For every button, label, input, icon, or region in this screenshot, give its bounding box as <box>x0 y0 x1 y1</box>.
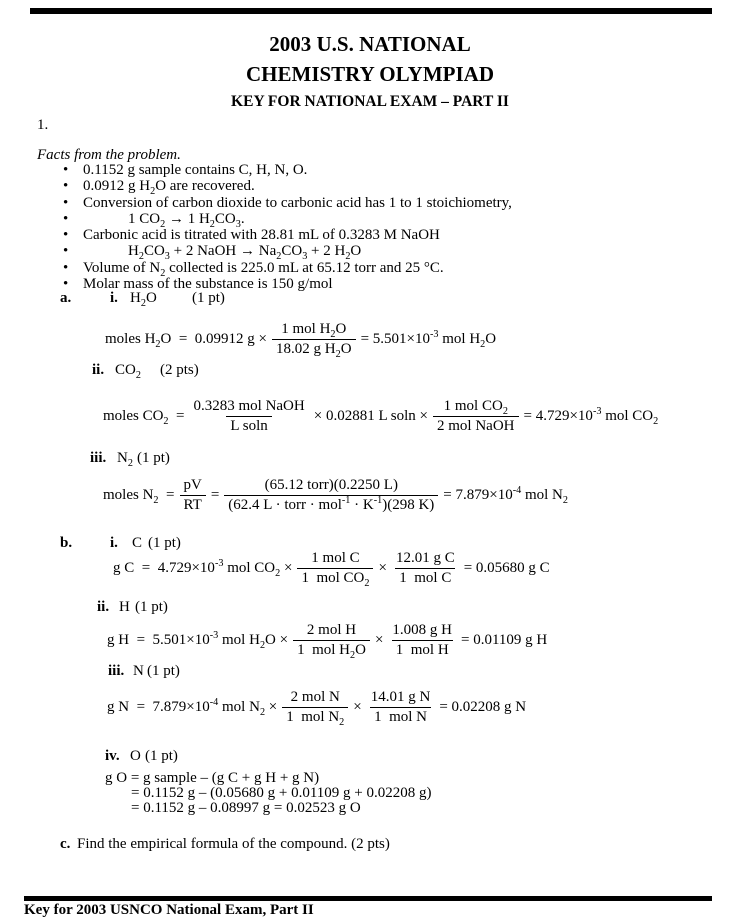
fraction-numerator: 1 mol $H_2O$ <box>281 321 347 340</box>
bullet-icon: • <box>63 243 69 260</box>
equation-mid: × <box>353 699 362 715</box>
part-b-label: b. <box>60 535 73 551</box>
grams-o-line: g O = g sample – (g C + g H + g N) <box>105 770 320 786</box>
fact-item <box>60 162 720 178</box>
fraction-denominator: RT <box>180 495 206 514</box>
fraction-numerator: (65.12 torr)(0.2250 L) <box>264 477 398 493</box>
fact-text: Carbonic acid is titrated with 28.81 mL of 0.3283 M NaOH <box>83 227 440 244</box>
fraction <box>392 550 459 587</box>
fraction-denominator: 2 mol NaOH <box>433 416 519 435</box>
equation-result: = $5.501\times 10^{-3}$ mol $H_2O$ <box>360 329 497 350</box>
fraction-numerator: pV <box>183 477 202 493</box>
page-title-line1: 2003 U.S. NATIONAL <box>269 32 471 56</box>
equation-result: = 0.05680 g C <box>463 560 550 576</box>
fact-text: 0.1152 g sample contains C, H, N, O. <box>83 162 308 178</box>
fact-text: 0.0912 g $H_2O$ are recovered. <box>83 178 255 198</box>
item-title: $N_2$ <box>117 450 133 469</box>
fraction <box>293 622 370 659</box>
fact-text: 1 $CO_2 \to 1$ $H_2CO_3$. <box>128 210 245 230</box>
fraction <box>224 477 438 514</box>
item-title: N <box>133 663 144 679</box>
fraction-denominator: 1 mol $CO_2$ <box>297 568 373 587</box>
equation-mid: = <box>210 487 220 503</box>
equation-lhs: moles $CO_2$ = <box>103 408 185 427</box>
item-title: C <box>132 535 143 551</box>
page-subtitle: KEY FOR NATIONAL EXAM – PART II <box>231 93 509 110</box>
bullet-icon: • <box>63 227 69 244</box>
fraction-denominator: (62.4 L · torr · $mol^{-1} \cdot K^{-1})(298$ K) <box>224 495 438 514</box>
fact-item <box>60 178 720 198</box>
item-points: (1 pt) <box>135 599 168 615</box>
fact-text: Molar mass of the substance is 150 g/mol <box>83 276 333 293</box>
bullet-icon: • <box>63 178 69 195</box>
fraction-denominator: L soln <box>226 416 271 435</box>
grams-o-line: = 0.1152 g – 0.08997 g = 0.02523 g O <box>131 800 361 816</box>
fraction-numerator: 2 mol N <box>290 689 340 705</box>
fact-item <box>60 210 720 230</box>
footer-rule <box>24 896 712 901</box>
bullet-icon: • <box>63 276 69 293</box>
part-c-label: c. <box>60 836 71 852</box>
problem-number: 1. <box>37 117 49 133</box>
fraction <box>189 398 308 435</box>
item-points: (1 pt) <box>147 663 180 679</box>
part-a-item-ii-heading <box>0 362 740 381</box>
fraction <box>179 477 205 514</box>
fraction-numerator: 1.008 g H <box>392 622 452 638</box>
page-title-line2: CHEMISTRY OLYMPIAD <box>246 62 494 86</box>
item-points: (1 pt) <box>148 535 181 551</box>
fact-item <box>60 195 720 211</box>
grams-o-line: = 0.1152 g – (0.05680 g + 0.01109 g + 0.02208 g) <box>131 785 432 801</box>
part-c-text: Find the empirical formula of the compound. (2 pts) <box>77 836 390 852</box>
item-title: H <box>119 599 130 615</box>
item-title: $H_2O$ <box>130 290 157 309</box>
fraction <box>282 689 348 726</box>
fact-text: $H_2CO_3 + 2$ NaOH → $Na_2CO_3 + 2$ $H_2O$ <box>128 243 362 263</box>
item-roman: iii. <box>90 450 107 466</box>
part-a-item-iii-heading <box>0 450 740 469</box>
item-roman: ii. <box>97 599 110 615</box>
equation-mid: × <box>378 560 387 576</box>
equation-grams-h <box>107 622 547 659</box>
part-c-heading <box>0 836 740 855</box>
bullet-icon: • <box>63 194 69 211</box>
item-roman: i. <box>110 535 118 551</box>
facts-list <box>60 162 720 292</box>
fact-item <box>60 259 720 279</box>
fact-text: Volume of $N_2$ collected is 225.0 mL at 65.12 torr and 25 °C. <box>83 259 444 279</box>
item-points: (1 pt) <box>192 290 225 306</box>
item-roman: iii. <box>108 663 125 679</box>
fraction-numerator: 1 mol $CO_2$ <box>443 398 508 417</box>
bullet-icon: • <box>63 259 69 276</box>
fact-text: Conversion of carbon dioxide to carbonic acid has 1 to 1 stoichiometry, <box>83 194 512 211</box>
facts-heading: Facts from the problem. <box>37 147 181 163</box>
part-a-item-i-heading <box>0 290 740 309</box>
fraction <box>367 689 435 726</box>
item-roman: iv. <box>105 748 120 764</box>
equation-grams-c <box>113 550 550 587</box>
part-a-label: a. <box>60 290 72 306</box>
fraction-denominator: 1 mol N <box>370 707 431 726</box>
part-b-item-iv-heading <box>0 748 740 767</box>
part-b-item-iii-heading <box>0 663 740 682</box>
bullet-icon: • <box>63 210 69 227</box>
fraction <box>297 550 373 587</box>
header-rule <box>30 8 712 14</box>
fraction-denominator: 18.02 g $H_2O$ <box>272 339 356 358</box>
fraction <box>388 622 456 659</box>
fraction-denominator: 1 mol $N_2$ <box>282 707 348 726</box>
fraction-denominator: 1 mol H <box>392 640 453 659</box>
equation-grams-n <box>107 689 526 726</box>
equation-moles-n2 <box>103 477 568 514</box>
fraction-denominator: 1 mol $H_2O$ <box>293 640 370 659</box>
bullet-icon: • <box>63 162 69 178</box>
item-title: O <box>130 748 141 764</box>
equation-lhs: moles $N_2$ = <box>103 487 175 506</box>
fraction-numerator: 0.3283 mol NaOH <box>193 398 305 414</box>
fraction-numerator: 2 mol H <box>306 622 357 638</box>
equation-lhs: g $H = 5.501\times 10^{-3}$ mol $H_2O$ × <box>107 630 289 651</box>
item-roman: ii. <box>92 362 105 378</box>
fraction <box>272 321 356 358</box>
item-points: (2 pts) <box>160 362 199 378</box>
fraction <box>433 398 519 435</box>
equation-moles-co2 <box>103 398 658 435</box>
equation-result: = $4.729\times 10^{-3}$ mol $CO_2$ <box>523 406 659 427</box>
equation-result: = 0.02208 g N <box>439 699 527 715</box>
fact-item <box>60 227 720 243</box>
fact-item <box>60 243 720 263</box>
item-title: $CO_2$ <box>115 362 141 381</box>
item-points: (1 pt) <box>137 450 170 466</box>
equation-moles-h2o <box>105 321 496 358</box>
equation-mid: × <box>374 632 384 648</box>
fraction-numerator: 1 mol C <box>311 550 360 566</box>
fraction-numerator: 12.01 g C <box>395 550 455 566</box>
footer-text: Key for 2003 USNCO National Exam, Part II <box>24 902 314 918</box>
equation-result: = $7.879\times 10^{-4}$ mol $N_2$ <box>443 485 568 506</box>
fraction-numerator: 14.01 g N <box>370 689 431 705</box>
equation-mid: × 0.02881 L soln × <box>313 408 429 424</box>
equation-result: = 0.01109 g H <box>461 632 548 648</box>
equation-lhs: moles $H_2O = 0.09912$ g × <box>105 331 268 350</box>
equation-lhs: g $N = 7.879\times 10^{-4}$ mol $N_2$ × <box>107 697 278 718</box>
item-points: (1 pt) <box>145 748 178 764</box>
equation-lhs: g $C = 4.729\times 10^{-3}$ mol $CO_2$ × <box>113 558 293 579</box>
fraction-denominator: 1 mol C <box>395 568 455 587</box>
part-b-item-ii-heading <box>0 599 740 618</box>
item-roman: i. <box>110 290 118 306</box>
